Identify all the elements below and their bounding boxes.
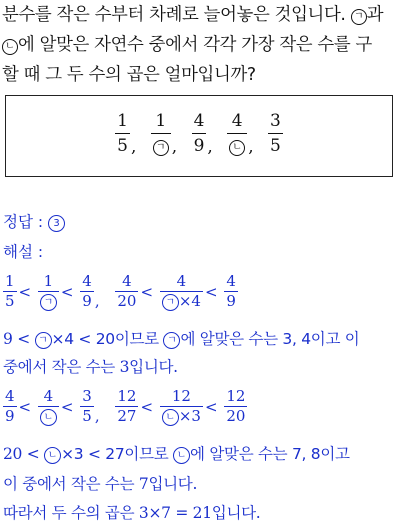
giyeok-mark: ㄱ [163,332,180,349]
box-fraction-3: $\frac{4}{9}$ [193,111,205,156]
explanation-line-5: 따라서 두 수의 곱은 3×7 = 21입니다. [3,504,261,522]
explanation-label: 해설 : [3,243,44,261]
fraction: $\frac{4}{\text{ㄱ ×4}}$ [160,272,203,311]
question-line-2: ㄴ 에 알맞은 자연수 중에서 각각 가장 작은 수를 구 [2,30,398,60]
comma: , [248,137,254,157]
comma: , [130,137,137,157]
nieun-mark: ㄴ [162,409,179,426]
fraction: $\frac{4}{20}$ [117,272,137,310]
fraction-sequence [6,109,392,158]
nieun-mark: ㄴ [40,409,57,426]
fraction: $\frac{12}{\text{ㄴ ×3}}$ [160,387,203,426]
explanation-line-1: 9 < ㄱ ×4 < 20이므로 ㄱ 에 알맞은 수는 3, 4이고 이 [3,330,360,348]
comma: , [207,137,213,157]
giyeok-mark: ㄱ [153,140,169,156]
answer-mark: 3 [48,215,65,232]
answer-line: 정답 : 3 [3,210,65,232]
inequality-row-2: $\frac{4}{9}$ < $\frac{4}{\text{ㄴ}}$ < $\frac{3}{5}$ , $\frac{12}{27}$ < $\frac{12}{\text{ㄴ ×3}}$ < $\frac{12}{20}$ [5,387,246,425]
fraction: $\frac{1}{\text{ㄱ}}$ [38,272,59,311]
nieun-mark: ㄴ [2,39,18,55]
fraction: $\frac{3}{5}$ [82,387,92,425]
box-fraction-5: $\frac{3}{5}$ [270,111,281,156]
nieun-mark: ㄴ [173,447,190,464]
nieun-mark: ㄴ [44,447,61,464]
fraction: $\frac{4}{9}$ [5,387,15,425]
question-line-1: 분수를 작은 수부터 차례로 늘어놓은 것입니다. ㄱ 과 [2,5,384,25]
inequality-row-1: $\frac{1}{5}$ < $\frac{1}{\text{ㄱ}}$ < $\frac{4}{9}$ , $\frac{4}{20}$ < $\frac{4}{\text{ㄱ ×4}}$ < $\frac{4}{9}$ [5,272,236,310]
fraction: $\frac{4}{9}$ [226,272,236,310]
giyeok-mark: ㄱ [40,294,57,311]
question-text [2,0,398,90]
fraction: $\frac{4}{\text{ㄴ}}$ [38,387,59,426]
giyeok-mark: ㄱ [35,332,52,349]
box-fraction-1: $\frac{1}{5}$ [117,111,128,156]
box-fraction-2: $\frac{1}{\text{ㄱ}}$ [151,109,171,158]
fraction: $\frac{4}{9}$ [82,272,92,310]
giyeok-mark: ㄱ [162,294,179,311]
fraction: $\frac{12}{20}$ [226,387,246,425]
fraction-box [5,95,393,177]
giyeok-mark: ㄱ [351,9,367,25]
comma: , [171,137,178,157]
fraction: $\frac{12}{27}$ [117,387,137,425]
explanation-line-2: 중에서 작은 수는 3입니다. [3,358,178,376]
explanation-line-3: 20 < ㄴ ×3 < 27이므로 ㄴ 에 알맞은 수는 7, 8이고 [3,445,350,463]
fraction: $\frac{1}{5}$ [5,272,15,310]
box-fraction-4: $\frac{4}{\text{ㄴ}}$ [227,109,247,158]
explanation-line-4: 이 중에서 작은 수는 7입니다. [3,475,198,493]
question-line-3: 할 때 그 두 수의 곱은 얼마입니까? [2,65,256,85]
nieun-mark: ㄴ [229,140,245,156]
